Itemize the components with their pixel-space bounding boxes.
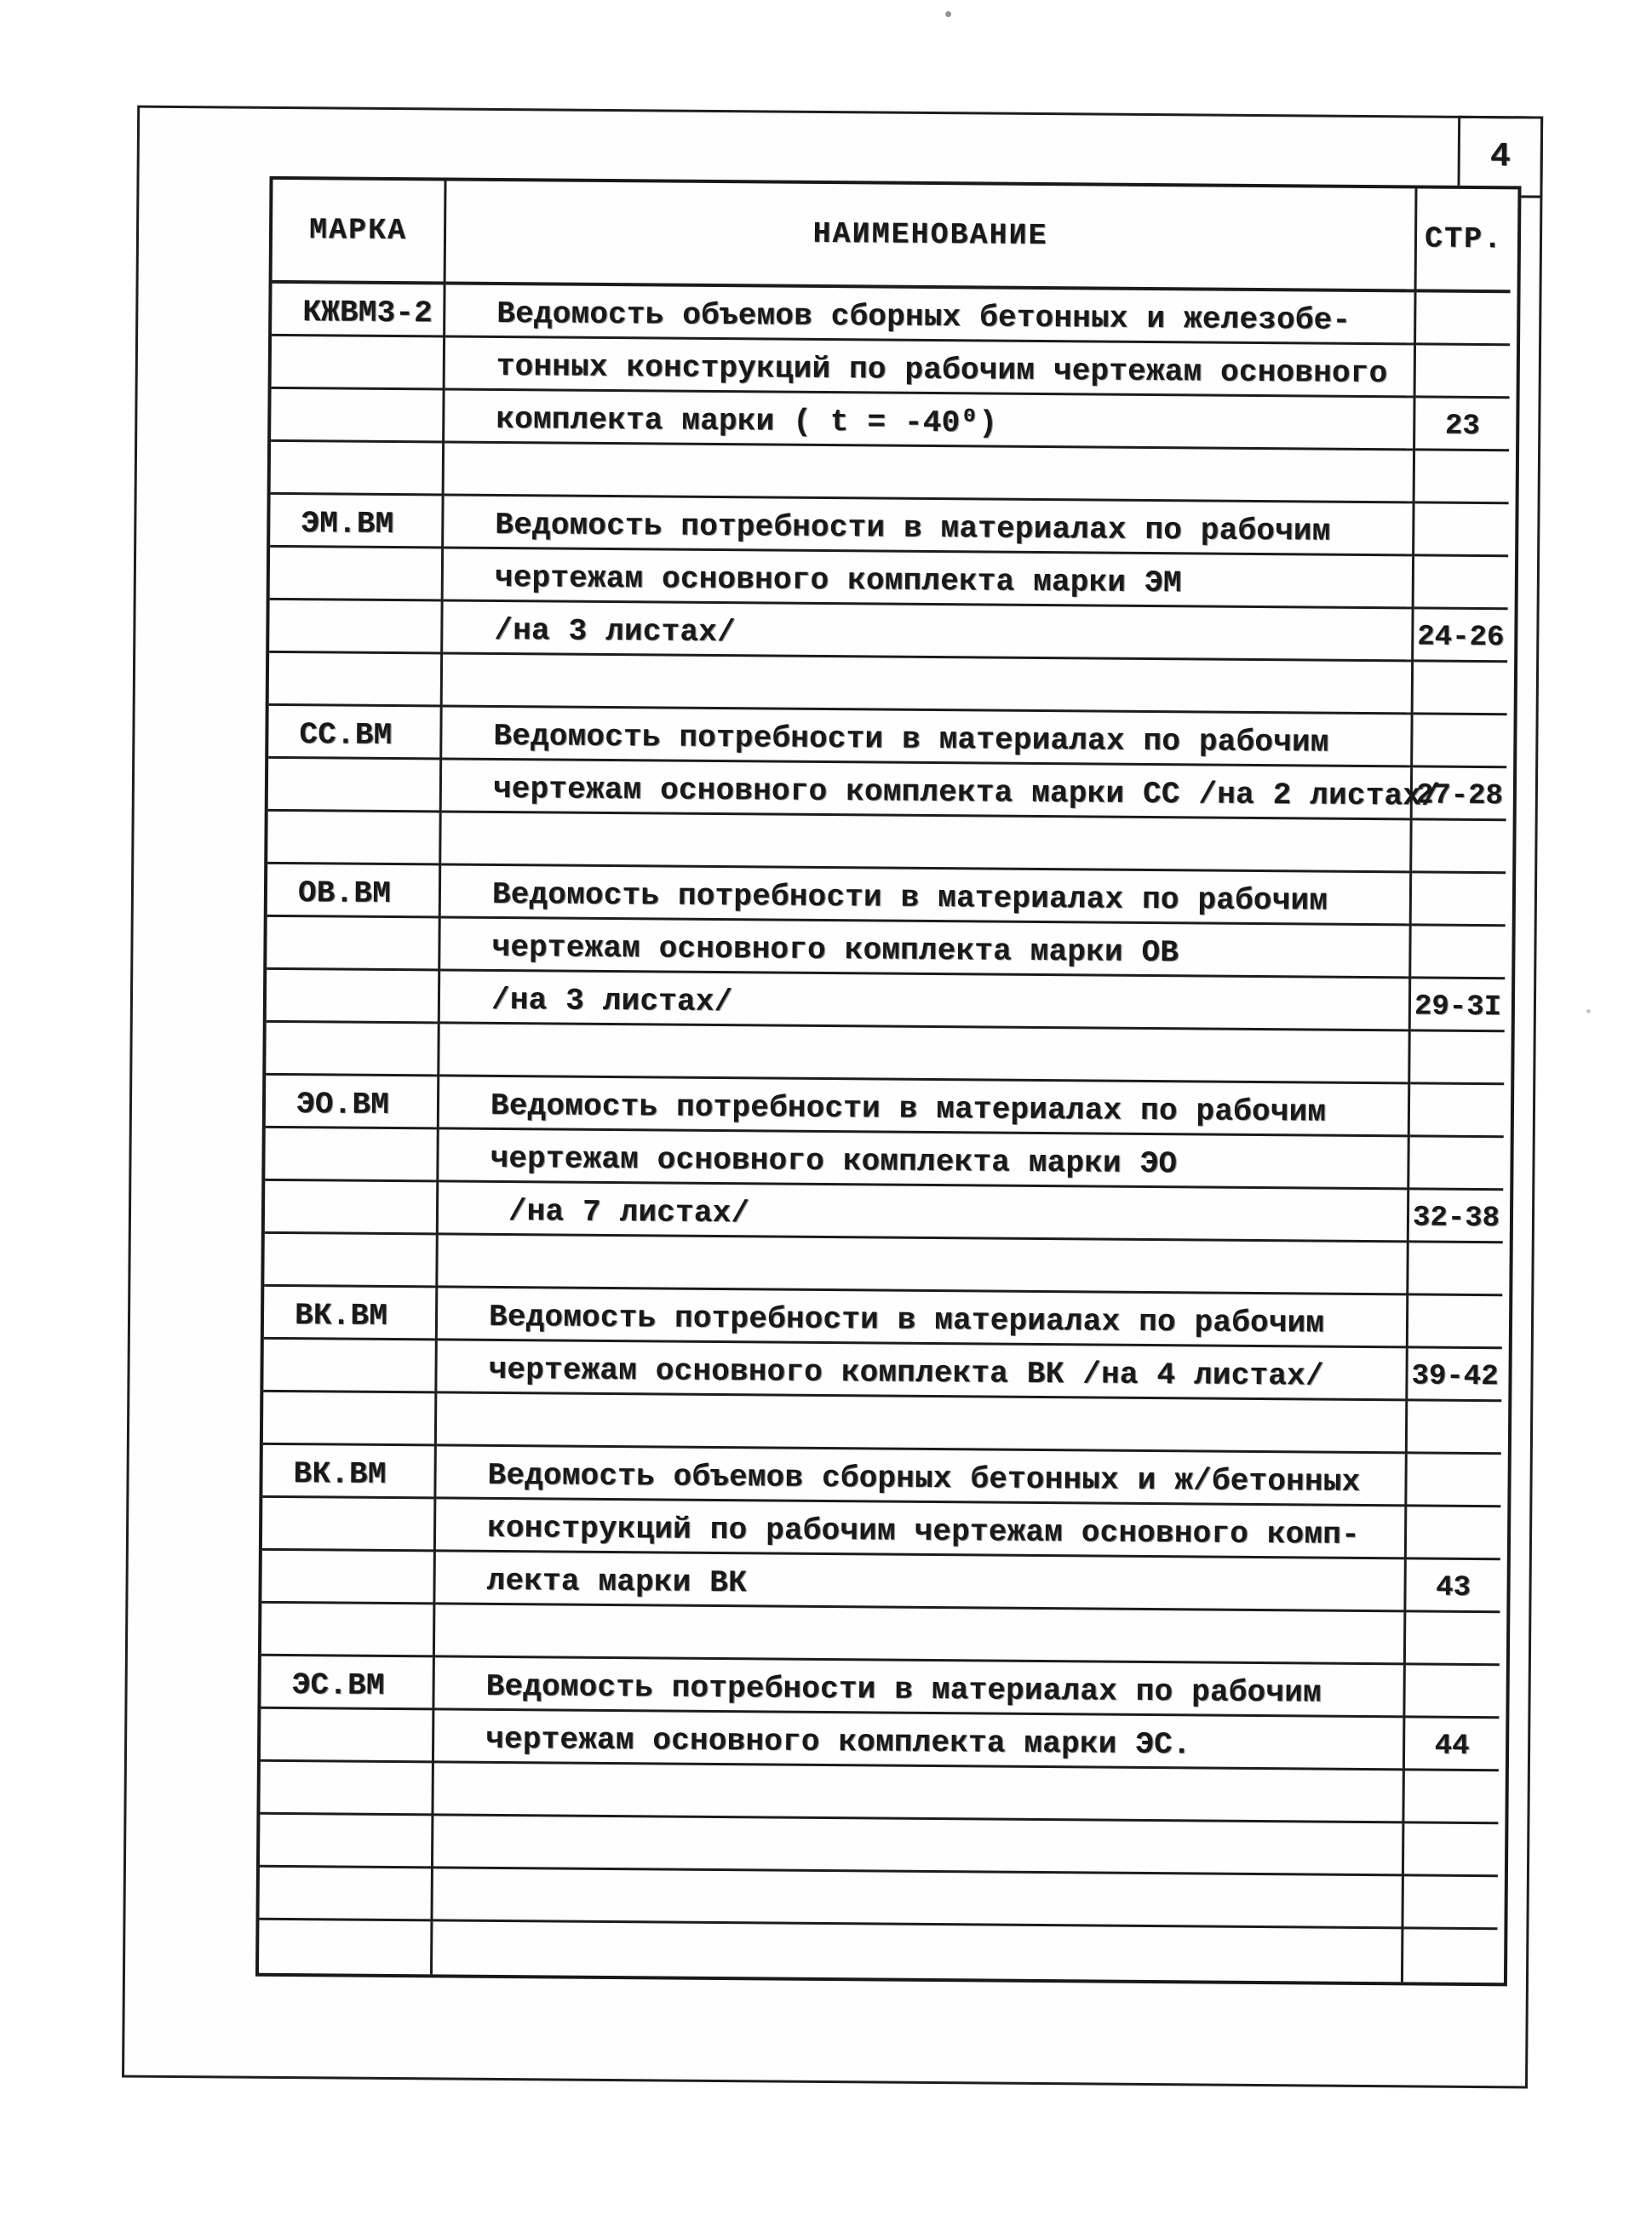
row-4-page-cell	[1415, 451, 1509, 504]
page-border-frame	[122, 106, 1543, 2089]
row-13-page-cell	[1411, 926, 1505, 979]
row-13-mark-cell	[267, 917, 440, 972]
row-26-mark-cell	[261, 1604, 435, 1658]
row-8-name-cell	[443, 654, 1414, 715]
row-27-mark-cell: ЭС.ВМ	[261, 1656, 434, 1711]
row-12-mark-cell: ОВ.ВМ	[267, 864, 441, 919]
row-6-page-cell	[1414, 556, 1508, 610]
row-1-name-cell: Ведомость объемов сборных бетонных и железобе-	[445, 284, 1416, 345]
row-3-page-cell: 23	[1415, 398, 1509, 451]
row-18-page-cell: 32-38	[1409, 1190, 1503, 1243]
row-17-page-cell	[1409, 1137, 1503, 1191]
row-9-mark-cell: СС.ВМ	[268, 706, 442, 760]
row-24-name-cell: конструкций по рабочим чертежам основного комп-	[436, 1499, 1407, 1559]
row-19-mark-cell	[264, 1234, 438, 1288]
row-6-name-cell: чертежам основного комплекта марки ЭМ	[444, 548, 1414, 609]
row-11-name-cell	[441, 812, 1412, 873]
row-32-page-cell	[1403, 1929, 1497, 1983]
row-22-page-cell	[1408, 1401, 1501, 1455]
row-21-mark-cell	[263, 1340, 437, 1394]
row-27-name-cell: Ведомость потребности в материалах по рабочим	[434, 1657, 1405, 1718]
row-6-mark-cell	[270, 548, 444, 602]
row-7-mark-cell	[269, 600, 443, 655]
row-30-page-cell	[1404, 1823, 1498, 1877]
row-23-page-cell	[1407, 1454, 1500, 1507]
row-19-name-cell	[438, 1235, 1408, 1295]
row-28-name-cell: чертежам основного комплекта марки ЭС.	[434, 1710, 1405, 1770]
row-25-mark-cell	[261, 1551, 435, 1605]
row-5-page-cell	[1414, 503, 1508, 557]
row-16-page-cell	[1410, 1084, 1504, 1138]
row-9-page-cell	[1413, 715, 1506, 768]
row-14-mark-cell	[267, 970, 440, 1024]
row-1-page-cell	[1416, 292, 1510, 346]
header-mark: МАРКА	[272, 180, 447, 285]
row-18-mark-cell	[265, 1181, 439, 1236]
row-12-page-cell	[1412, 873, 1506, 927]
row-30-mark-cell	[260, 1815, 433, 1869]
row-2-mark-cell	[272, 336, 445, 391]
row-16-mark-cell: ЭО.ВМ	[266, 1076, 439, 1130]
row-3-mark-cell	[271, 389, 445, 444]
row-29-page-cell	[1404, 1770, 1498, 1824]
row-7-name-cell: /на 3 листах/	[443, 601, 1414, 662]
sheet-number: 4	[1489, 137, 1511, 176]
row-28-mark-cell	[261, 1709, 434, 1764]
row-30-name-cell	[433, 1816, 1404, 1876]
row-5-mark-cell: ЭМ.ВМ	[270, 495, 444, 549]
row-24-mark-cell	[262, 1498, 436, 1552]
row-13-name-cell: чертежам основного комплекта марки ОВ	[440, 918, 1411, 979]
row-27-page-cell	[1405, 1665, 1499, 1719]
row-2-name-cell: тонных конструкций по рабочим чертежам основного	[445, 337, 1416, 398]
row-32-name-cell	[433, 1921, 1403, 1982]
row-26-page-cell	[1406, 1612, 1500, 1666]
row-10-name-cell: чертежам основного комплекта марки СС /на 2 листах/	[442, 760, 1413, 820]
contents-table	[255, 176, 1522, 1986]
row-18-name-cell: /на 7 листах/	[439, 1182, 1409, 1242]
row-8-mark-cell	[269, 653, 443, 708]
row-15-page-cell	[1410, 1031, 1504, 1085]
row-4-mark-cell	[271, 442, 445, 496]
row-15-mark-cell	[266, 1023, 439, 1077]
row-26-name-cell	[435, 1604, 1406, 1665]
row-12-name-cell: Ведомость потребности в материалах по рабочим	[441, 865, 1412, 926]
row-4-name-cell	[445, 443, 1415, 503]
row-5-name-cell: Ведомость потребности в материалах по рабочим	[444, 496, 1414, 556]
row-22-name-cell	[437, 1393, 1408, 1454]
row-20-page-cell	[1408, 1295, 1502, 1349]
row-31-mark-cell	[259, 1868, 433, 1922]
row-25-name-cell: лекта марки ВК	[435, 1552, 1406, 1612]
row-10-page-cell: 27-28	[1413, 767, 1506, 821]
row-29-name-cell	[433, 1763, 1404, 1823]
row-7-page-cell: 24-26	[1414, 609, 1507, 663]
header-name: НАИМЕНОВАНИЕ	[446, 181, 1418, 292]
row-20-name-cell: Ведомость потребности в материалах по рабочим	[438, 1288, 1408, 1348]
row-23-name-cell: Ведомость объемов сборных бетонных и ж/бетонных	[436, 1446, 1407, 1506]
row-15-name-cell	[439, 1024, 1410, 1084]
row-16-name-cell: Ведомость потребности в материалах по рабочим	[439, 1076, 1410, 1137]
scan-speck	[945, 11, 951, 17]
row-17-mark-cell	[265, 1128, 439, 1183]
row-2-page-cell	[1416, 345, 1510, 399]
row-1-mark-cell: КЖВМ3-2	[272, 284, 445, 338]
row-3-name-cell: комплекта марки ( t = -40⁰)	[445, 390, 1415, 451]
row-22-mark-cell	[263, 1392, 437, 1447]
row-17-name-cell: чертежам основного комплекта марки ЭО	[439, 1129, 1409, 1190]
row-8-page-cell	[1414, 662, 1507, 715]
row-24-page-cell	[1407, 1506, 1500, 1560]
row-28-page-cell: 44	[1405, 1718, 1499, 1771]
row-31-name-cell	[433, 1868, 1403, 1929]
row-11-page-cell	[1412, 820, 1506, 874]
row-9-name-cell: Ведомость потребности в материалах по рабочим	[442, 707, 1413, 767]
row-19-page-cell	[1408, 1242, 1502, 1296]
row-14-name-cell: /на 3 листах/	[440, 971, 1411, 1031]
row-31-page-cell	[1403, 1876, 1497, 1930]
row-32-mark-cell	[259, 1920, 433, 1975]
row-23-mark-cell: ВК.ВМ	[262, 1445, 436, 1500]
header-page: СТР.	[1417, 188, 1511, 293]
row-25-page-cell: 43	[1406, 1559, 1500, 1613]
scan-speck	[1586, 1009, 1591, 1013]
row-11-mark-cell	[267, 812, 441, 866]
row-14-page-cell: 29-3I	[1411, 979, 1505, 1032]
row-20-mark-cell: ВК.ВМ	[264, 1287, 438, 1341]
row-21-page-cell: 39-42	[1408, 1348, 1501, 1402]
row-10-mark-cell	[268, 759, 442, 813]
row-29-mark-cell	[260, 1762, 433, 1816]
row-21-name-cell: чертежам основного комплекта ВК /на 4 листах/	[437, 1340, 1408, 1401]
